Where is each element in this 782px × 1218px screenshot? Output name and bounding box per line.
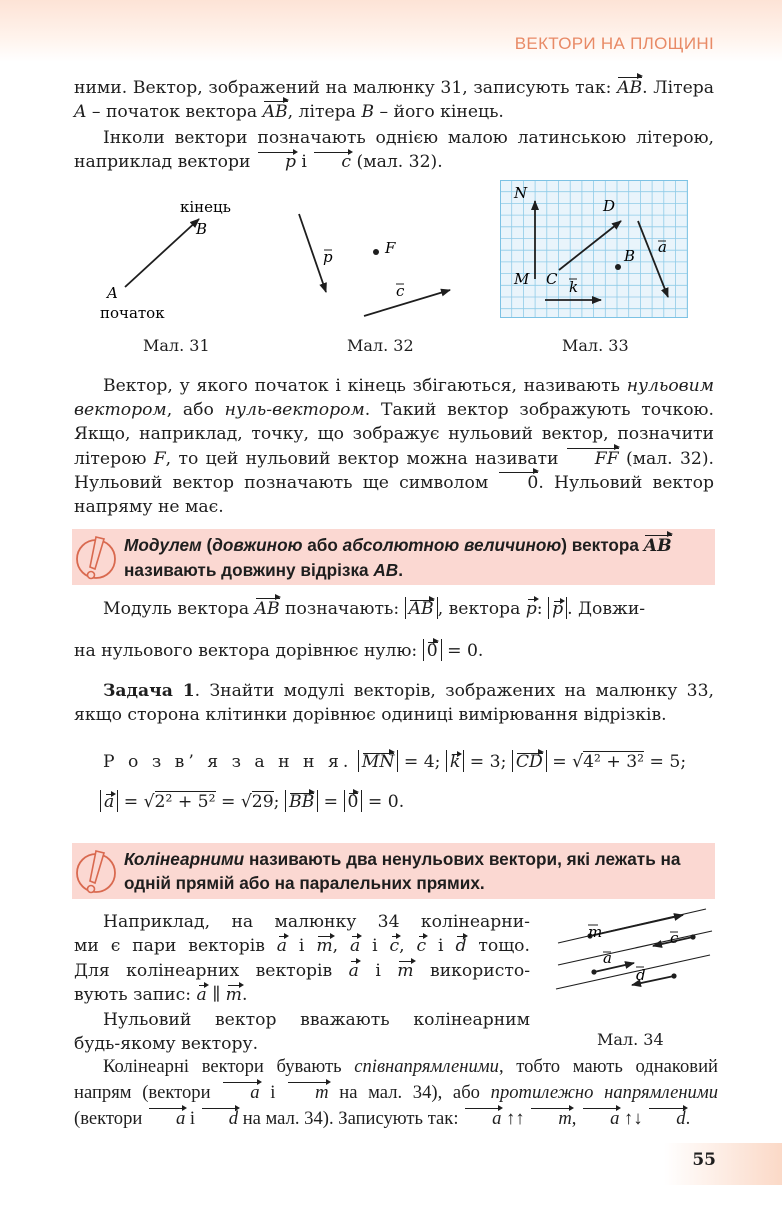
- modulus-notation-line: Модуль вектора AB позначають: AB , вектора p: p . Довжи-: [103, 599, 646, 619]
- page-number: 55: [692, 1150, 716, 1170]
- label-m: m: [588, 923, 603, 941]
- figure-31: [96, 190, 256, 330]
- figure-33: [500, 180, 690, 320]
- solution-line-1: Р о з в’ я з а н н я. MN = 4; k = 3; CD = √4² + 3² = 5;: [103, 752, 687, 772]
- zero-modulus-line: на нульового вектора дорівнює нулю: 0 = 0.: [74, 641, 484, 661]
- caption-fig33: Мал. 33: [562, 336, 629, 355]
- chapter-title: ВЕКТОРИ НА ПЛОЩИНІ: [514, 34, 714, 53]
- exclamation-icon: [74, 845, 118, 897]
- figure-32: [290, 200, 460, 330]
- label-d: d: [636, 966, 646, 984]
- paragraph-zero-vector: Вектор, у якого початок і кінець збігаються, називають нульовим вектором, або нуль-вектором. Такий вектор зображують точкою. Якщо, наприклад, точку, що зображує нульовий вектор, позначити літерою F, то цей нульовий вектор можна називати FF (мал. 32). Нульовий вектор позначають ще символом 0. Нульовий вектор напряму не має.: [74, 376, 715, 518]
- vector-c-arrow: [364, 290, 450, 316]
- label-start: початок: [100, 304, 165, 322]
- exclamation-icon: [74, 531, 118, 583]
- solution-line-2: a = √2² + 5² = √29; BB = 0 = 0.: [100, 790, 404, 814]
- label-point-f: F: [385, 239, 396, 257]
- vector-ab: AB: [617, 76, 642, 100]
- caption-fig31: Мал. 31: [143, 336, 210, 355]
- paragraph-collinear-example: Наприклад, на малюнку 34 колінеарни- ми є пари векторів a і m, a і c, c і d тощо. Для колінеарних векторів a і m використо- вують запис: a ∥ m. Нульовий вектор вважають колінеарним будь-якому вектору.: [74, 912, 530, 1055]
- vector-ab: AB: [263, 100, 288, 124]
- caption-fig34: Мал. 34: [597, 1030, 664, 1049]
- label-a: a: [658, 238, 667, 256]
- figure-34: [550, 905, 720, 1015]
- vector-a-arrow: [594, 963, 634, 972]
- label-c: C: [546, 270, 558, 288]
- caption-fig32: Мал. 32: [347, 336, 414, 355]
- label-point-a: A: [107, 284, 118, 302]
- label-k: k: [569, 278, 579, 296]
- label-n: N: [514, 184, 528, 202]
- paragraph-vector-notation: ними. Вектор, зображений на малюнку 31, записують так: AB. Літера A – початок вектора AB, літера B – його кінець.: [74, 76, 714, 124]
- label-c: c: [670, 929, 679, 947]
- point-f: [373, 249, 379, 255]
- page-tab: [664, 1143, 782, 1185]
- task-1: Задача 1. Знайти модулі векторів, зображених на малюнку 33, якщо сторона клітинки дорівнює одиниці вимірювання відрізків.: [74, 681, 714, 726]
- vector-p-arrow: [299, 214, 326, 292]
- vector-ab-arrow: [125, 219, 199, 287]
- label-vec-p: p: [323, 248, 333, 266]
- definition-box-modulus: Модулем (довжиною або абсолютною величиною) вектора AB називають довжину відрізка AB.: [72, 529, 715, 585]
- label-b: B: [624, 247, 636, 265]
- label-vec-c: c: [396, 282, 405, 300]
- label-d: D: [603, 197, 616, 215]
- label-point-b: B: [196, 220, 208, 238]
- label-a: a: [603, 949, 612, 967]
- definition-box-collinear: Колінеарними називають два ненульових вектори, які лежать на одній прямій або на паралельних прямих.: [72, 843, 715, 899]
- point-b: [615, 264, 621, 270]
- paragraph-codirected: Колінеарні вектори бувають співнапрямленими, тобто мають однаковий напрям (вектори a і m на мал. 34), або протилежно напрямленими (вектори a і d на мал. 34). Записують так: a ↑↑ m, a ↑↓ d.: [74, 1054, 718, 1132]
- label-end: кінець: [180, 198, 231, 216]
- paragraph-letter-notation: Інколи вектори позначають однією малою латинською літерою, наприклад вектори p і c (мал. 32).: [74, 126, 714, 174]
- label-m: M: [514, 270, 530, 288]
